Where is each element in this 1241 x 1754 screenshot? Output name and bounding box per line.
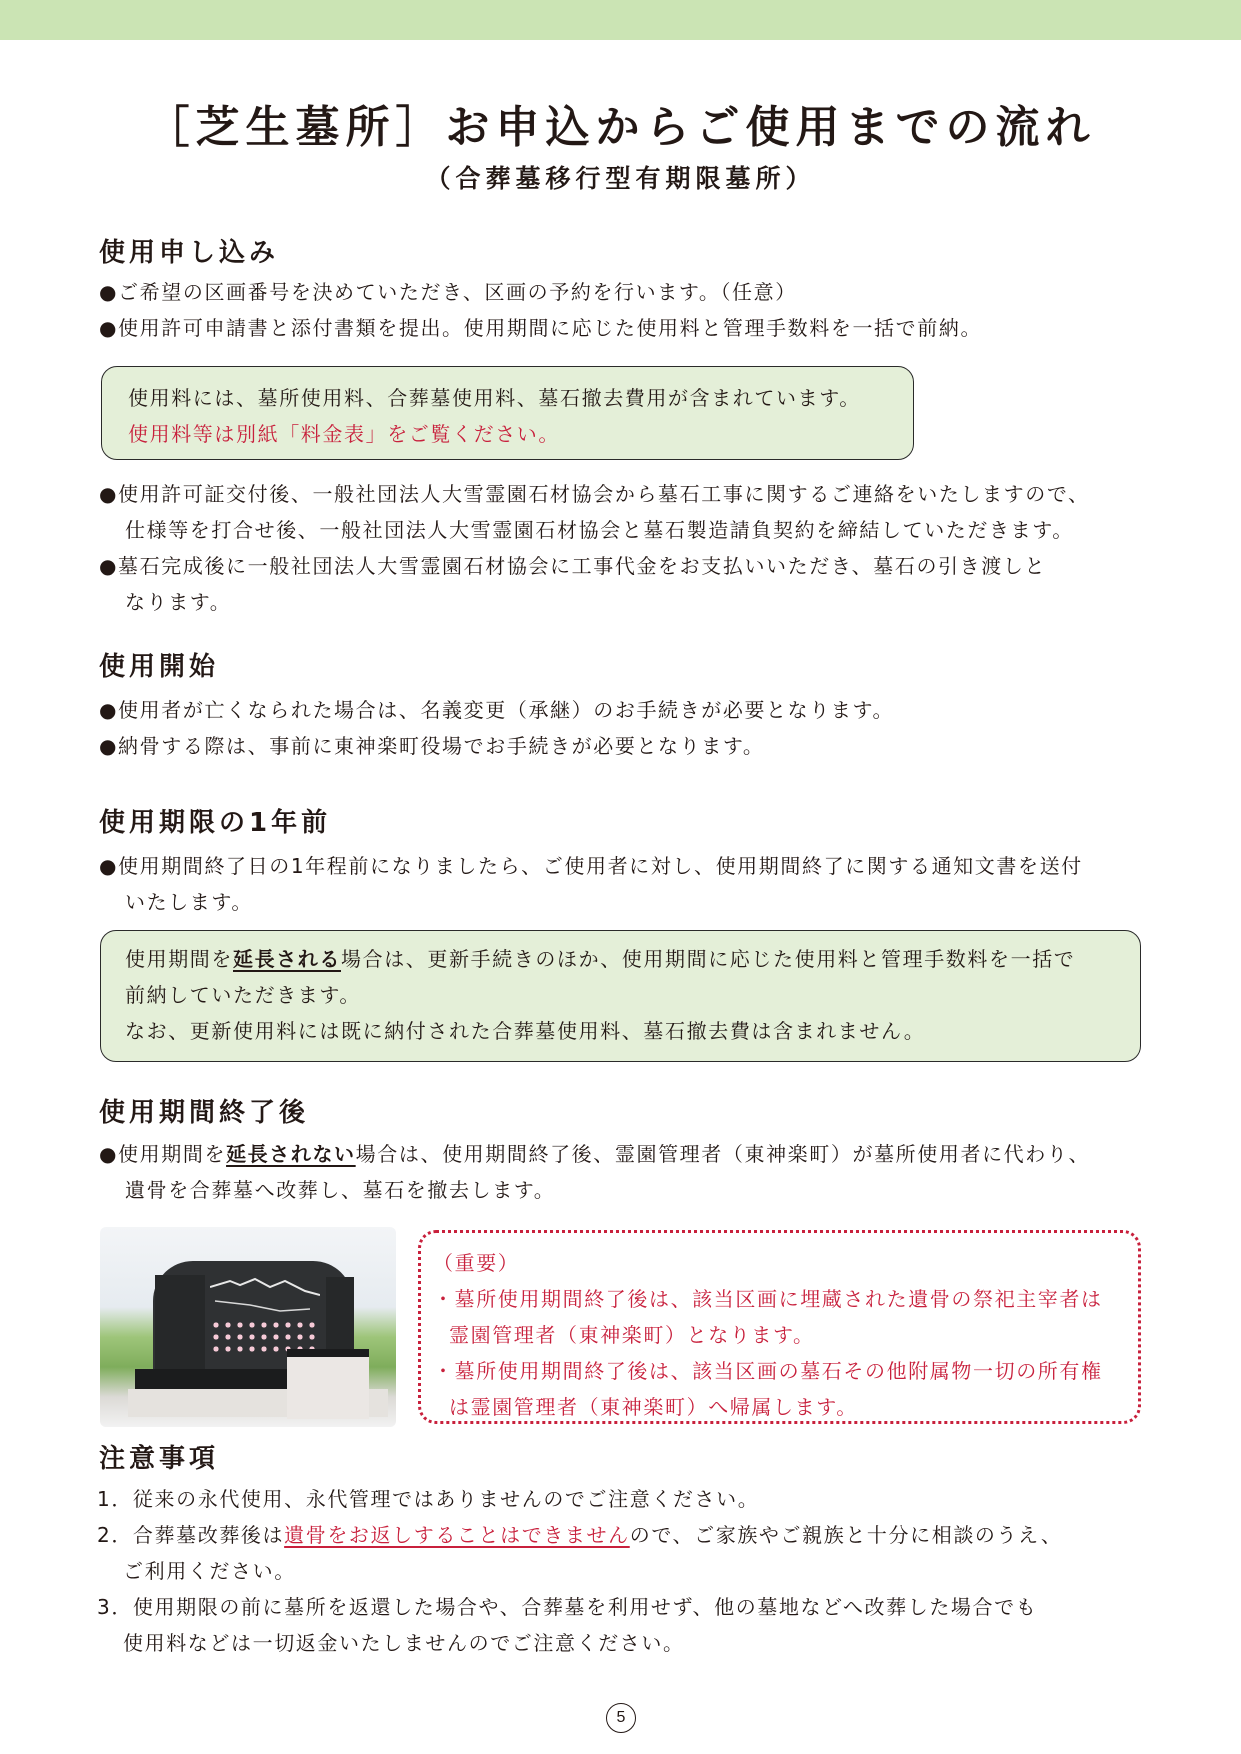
important-item-continued: 霊園管理者（東神楽町）となります。 [449, 1323, 815, 1347]
no-return-warning: 遺骨をお返しすることはできません [284, 1523, 630, 1547]
extension-note-line [125, 941, 1140, 977]
fee-note-line: 使用料には、墓所使用料、合葬墓使用料、墓石撤去費用が含まれています。 [128, 386, 861, 410]
text-run: 2．合葬墓改葬後は [97, 1523, 285, 1547]
after-end-bullet [99, 1136, 1090, 1208]
fee-note-box [101, 366, 914, 460]
important-notice-box [418, 1230, 1141, 1424]
text-run: 場合は、更新手続きのほか、使用期間に応じた使用料と管理手数料を一括で [341, 947, 1076, 971]
emphasis-not-extended: 延長されない [226, 1142, 356, 1166]
bullet-item: ●使用許可証交付後、一般社団法人大雪霊園石材協会から墓石工事に関するご連絡をいたしますので、 [99, 482, 1090, 506]
important-label: （重要） [433, 1251, 520, 1275]
application-bullets [99, 274, 982, 346]
bullet-item-continued: 仕様等を打合せ後、一般社団法人大雪霊園石材協会と墓石製造請負契約を締結していただきます。 [125, 518, 1074, 542]
text-run: 使用期間を [125, 947, 233, 971]
bullet-item: ●使用者が亡くなられた場合は、名義変更（承継）のお手続きが必要となります。 [99, 698, 895, 722]
note-item: 1．従来の永代使用、永代管理ではありませんのでご注意ください。 [97, 1487, 760, 1511]
start-bullets [99, 692, 894, 764]
mountain-engraving-icon [210, 1277, 320, 1317]
gravestone-photo [100, 1227, 396, 1427]
top-color-band [0, 0, 1241, 40]
section-heading-after-end: 使用期間終了後 [99, 1098, 310, 1128]
section-heading-application: 使用申し込み [99, 238, 280, 268]
important-item: ・墓所使用期間終了後は、該当区画に埋蔵された遺骨の祭祀主宰者は [433, 1287, 1103, 1311]
bullet-item-continued: 遺骨を合葬墓へ改葬し、墓石を撤去します。 [125, 1178, 556, 1202]
note-item: 3．使用期限の前に墓所を返還した場合や、合葬墓を利用せず、他の墓地などへ改葬した場合でも [97, 1595, 1038, 1619]
note-item [97, 1517, 1063, 1553]
page-title: ［芝生墓所］お申込からご使用までの流れ [145, 102, 1096, 153]
extension-note-line: なお、更新使用料には既に納付された合葬墓使用料、墓石撤去費は含まれません。 [125, 1019, 926, 1043]
section-heading-notes: 注意事項 [99, 1444, 220, 1474]
note-item-continued: ご利用ください。 [123, 1559, 296, 1583]
granite-pedestal [287, 1349, 369, 1419]
bullet-item-continued: なります。 [125, 590, 232, 614]
notes-list [97, 1481, 1063, 1661]
emphasis-extended: 延長される [233, 947, 341, 971]
extension-note-text [125, 941, 1140, 1049]
section-heading-one-year-before: 使用期限の1年前 [99, 808, 332, 838]
bullet-item: ●使用許可申請書と添付書類を提出。使用期間に応じた使用料と管理手数料を一括で前納。 [99, 316, 983, 340]
text-run: ので、ご家族やご親族と十分に相談のうえ、 [629, 1523, 1063, 1547]
fee-note-text [128, 380, 913, 452]
gravestone-side-left [155, 1275, 205, 1371]
application-bullets-after [99, 476, 1090, 620]
important-notice-text [433, 1245, 1138, 1425]
bullet-item: ●使用期間終了日の1年程前になりましたら、ご使用者に対し、使用期間終了に関する通知文書を送付 [99, 854, 1083, 878]
bullet-item-continued: いたします。 [125, 890, 253, 914]
bullet-item: ●ご希望の区画番号を決めていただき、区画の予約を行います。（任意） [99, 280, 797, 304]
extension-note-box [100, 930, 1141, 1062]
important-item: ・墓所使用期間終了後は、該当区画の墓石その他附属物一切の所有権 [433, 1359, 1103, 1383]
bullet-item [99, 1136, 1090, 1172]
page-subtitle: （合葬墓移行型有期限墓所） [425, 164, 816, 193]
bullet-item: ●墓石完成後に一般社団法人大雪霊園石材協会に工事代金をお支払いいただき、墓石の引き渡しと [99, 554, 1047, 578]
note-item-continued: 使用料などは一切返金いたしませんのでご注意ください。 [123, 1631, 685, 1655]
text-run: 場合は、使用期間終了後、霊園管理者（東神楽町）が墓所使用者に代わり、 [355, 1142, 1091, 1166]
fee-table-reference: 使用料等は別紙「料金表」をご覧ください。 [128, 422, 560, 446]
extension-note-line: 前納していただきます。 [125, 983, 361, 1007]
bullet-item: ●納骨する際は、事前に東神楽町役場でお手続きが必要となります。 [99, 734, 765, 758]
important-item-continued: は霊園管理者（東神楽町）へ帰属します。 [449, 1395, 858, 1419]
one-year-before-bullet [99, 848, 1083, 920]
page-number: 5 [606, 1703, 636, 1733]
text-run: ●使用期間を [99, 1142, 227, 1166]
section-heading-start: 使用開始 [99, 652, 220, 682]
